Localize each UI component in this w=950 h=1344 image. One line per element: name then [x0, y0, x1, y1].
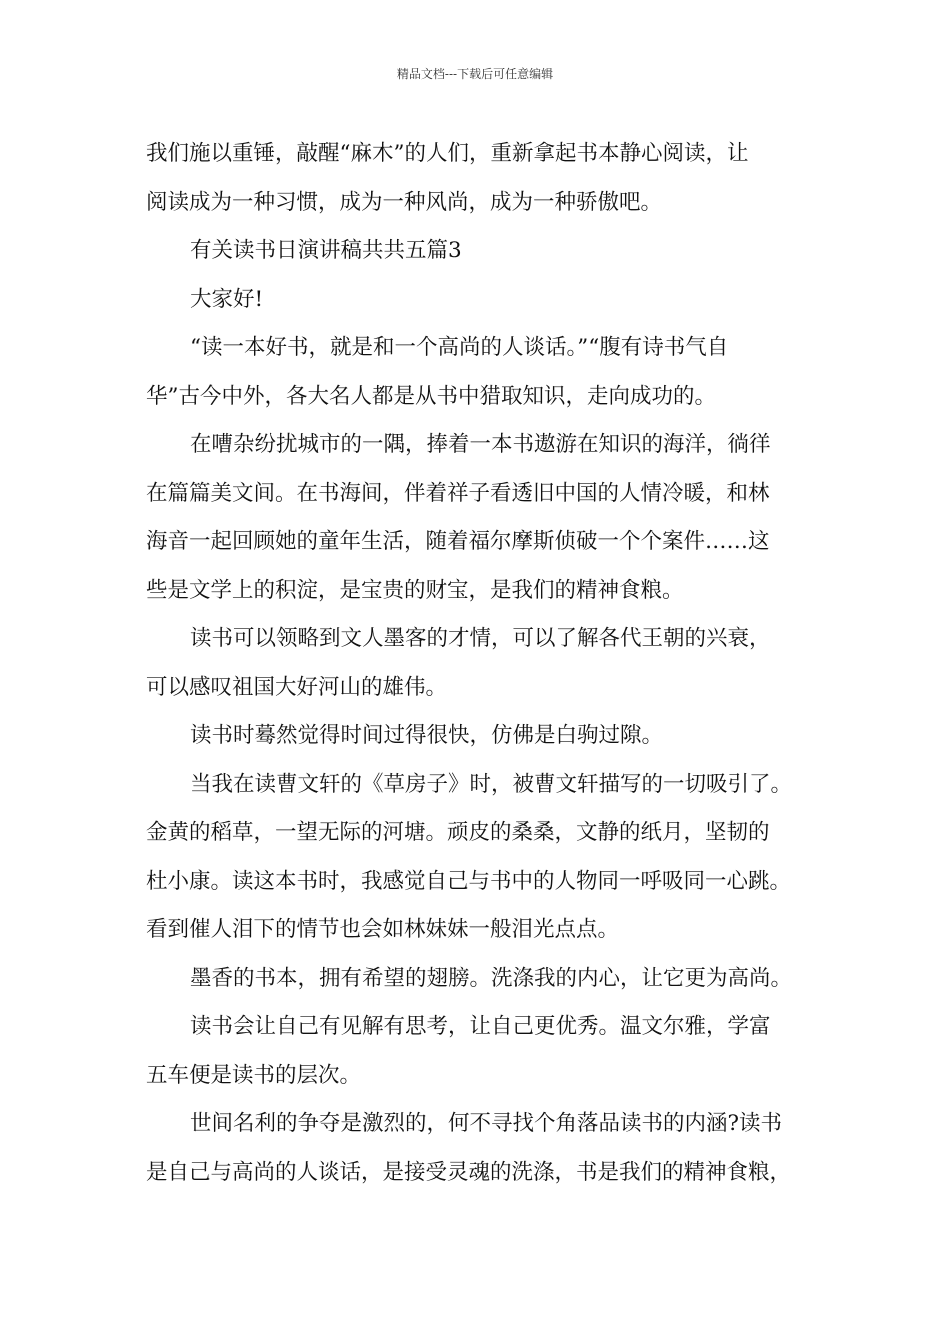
text-line: 世间名利的争夺是激烈的，何不寻找个角落品读书的内涵?读书 — [190, 1111, 783, 1136]
text-line: 金黄的稻草，一望无际的河塘。顽皮的桑桑，文静的纸月，坚韧的 — [146, 820, 770, 845]
text-line: 我们施以重锤，敲醒“麻木”的人们，重新拿起书本静心阅读，让 — [146, 141, 749, 166]
text-line: 海音一起回顾她的童年生活，随着福尔摩斯侦破一个个案件……这 — [146, 529, 770, 554]
text-line: “读一本好书，就是和一个高尚的人谈话。”“腹有诗书气自 — [190, 335, 729, 360]
document-body — [146, 130, 826, 1197]
text-line: 读书时蓦然觉得时间过得很快，仿佛是白驹过隙。 — [190, 723, 664, 748]
text-line: 墨香的书本，拥有希望的翅膀。洗涤我的内心，让它更为高尚。 — [190, 965, 793, 991]
text-line: 在篇篇美文间。在书海间，伴着祥子看透旧中国的人情冷暖，和林 — [146, 480, 770, 506]
text-line: 杜小康。读这本书时，我感觉自己与书中的人物同一呼吸同一心跳。 — [146, 868, 792, 894]
text-line: 阅读成为一种习惯，成为一种风尚，成为一种骄傲吧。 — [146, 189, 663, 215]
text-line: 在嘈杂纷扰城市的一隅，捧着一本书遨游在知识的海洋，徜徉 — [190, 432, 771, 457]
text-line: 读书会让自己有见解有思考，让自己更优秀。温文尔雅，学富 — [190, 1014, 771, 1039]
text-line: 读书可以领略到文人墨客的才情，可以了解各代王朝的兴衰， — [190, 626, 771, 651]
text-line: 大家好! — [190, 286, 264, 312]
text-line: 五车便是读书的层次。 — [146, 1062, 362, 1088]
text-line: 可以感叹祖国大好河山的雄伟。 — [146, 674, 448, 700]
page-header: 精品文档---下载后可任意编辑 — [396, 67, 554, 81]
text-line: 些是文学上的积淀，是宝贵的财宝，是我们的精神食粮。 — [146, 577, 684, 603]
text-line: 是自己与高尚的人谈话，是接受灵魂的洗涤，书是我们的精神食粮， — [146, 1159, 792, 1185]
text-line: 当我在读曹文轩的《草房子》时，被曹文轩描写的一切吸引了。 — [190, 771, 793, 797]
text-line: 华”古今中外，各大名人都是从书中猎取知识，走向成功的。 — [146, 383, 716, 409]
text-line: 有关读书日演讲稿共共五篇3 — [190, 238, 462, 263]
text-line: 看到催人泪下的情节也会如林妹妹一般泪光点点。 — [146, 917, 620, 942]
